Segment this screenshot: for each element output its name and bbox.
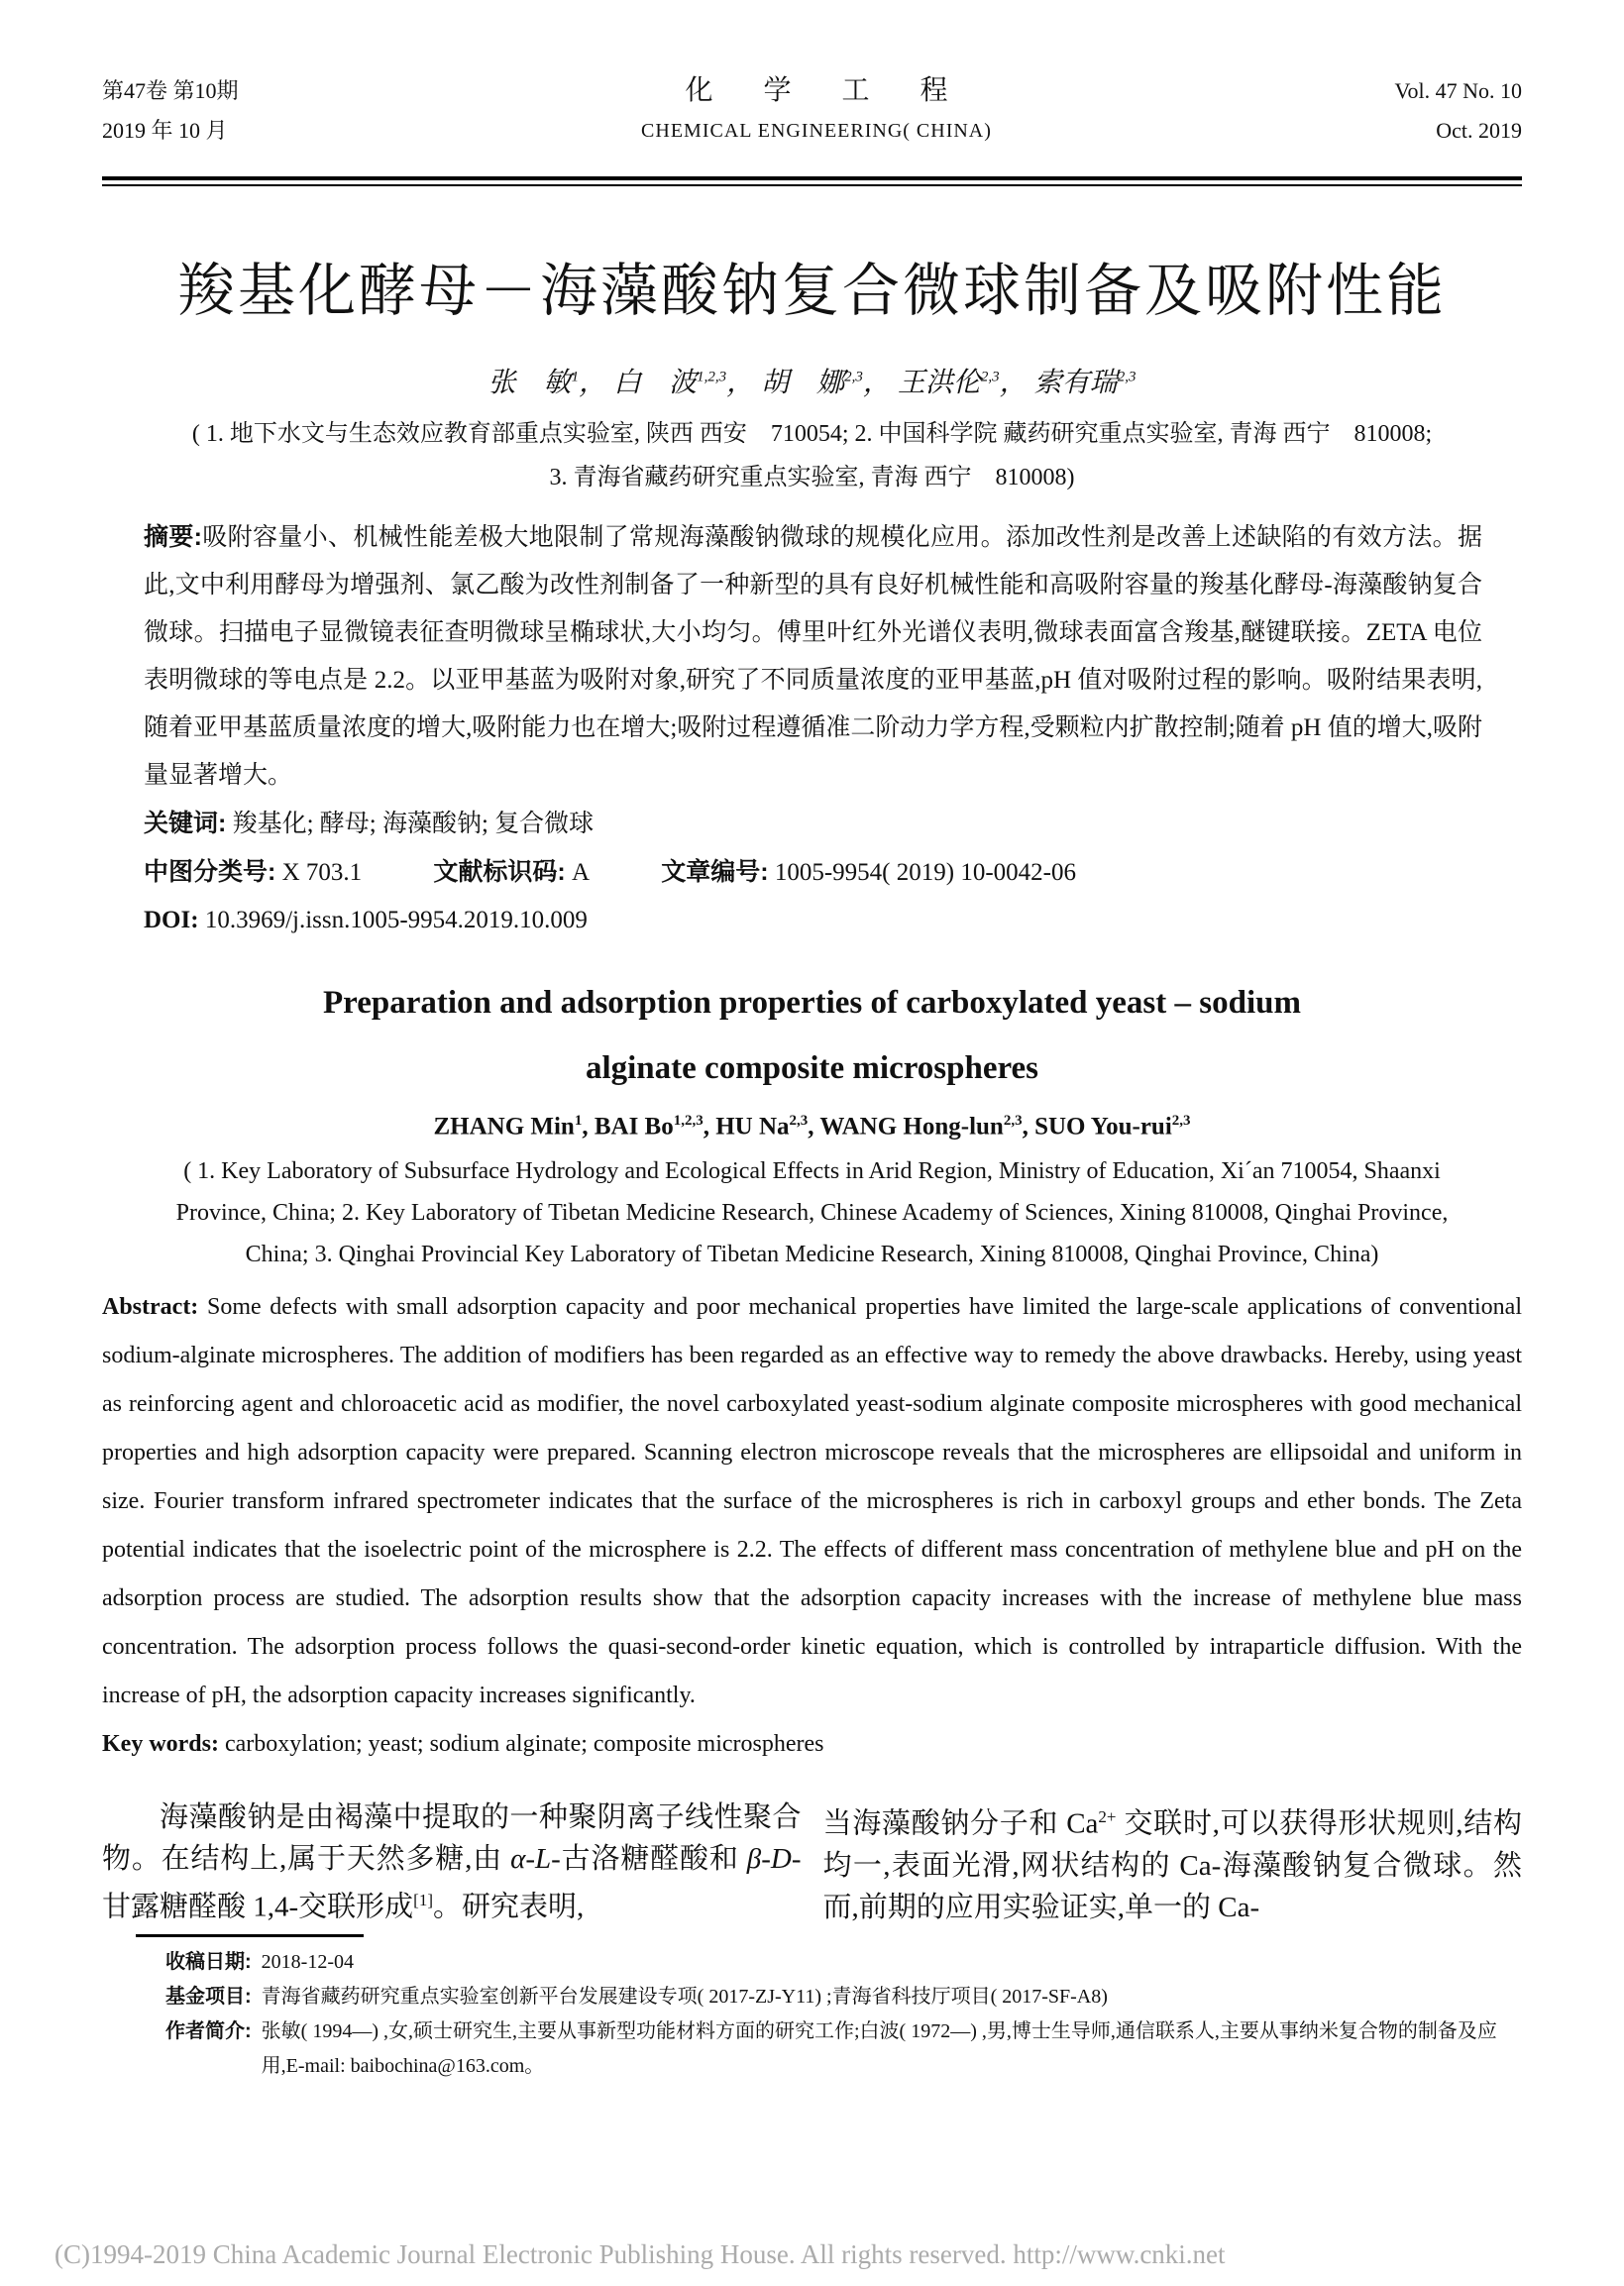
author-affil-sup: 1,2,3 (697, 369, 727, 385)
body-text-italic: α-L- (510, 1843, 561, 1876)
body-text: 甘露糖醛酸 1,4-交联形成 (102, 1891, 414, 1923)
volume-issue-en: Vol. 47 No. 10 (1394, 78, 1522, 103)
clc-label: 中图分类号: (144, 858, 276, 886)
body-text-italic: β-D- (746, 1843, 802, 1876)
author-affil-sup: 2,3 (844, 369, 863, 385)
abstract-text-cn: 吸附容量小、机械性能差极大地限制了常规海藻酸钠微球的规模化应用。添加改性剂是改善上述缺陷的有效方法。据此,文中利用酵母为增强剂、氯乙酸为改性剂制备了一种新型的具有良好机械性能和高吸附容量的羧基化酵母-海藻酸钠复合微球。扫描电子显微镜表征查明微球呈椭球状,大小均匀。傅里叶红外光谱仪表明,微球表面富含羧基,醚键联接。ZETA 电位表明微球的等电点是 2.2。以亚甲基蓝为吸附对象,研究了不同质量浓度的亚甲基蓝,pH 值对吸附过程的影响。吸附结果表明,随着亚甲基蓝质量浓度的增大,吸附能力也在增大;吸附过程遵循准二阶动力学方程,受颗粒内扩散控制;随着 pH 值的增大,吸附量显著增大。 (144, 524, 1482, 789)
body-paragraph (823, 1796, 1523, 1928)
authors-cn (102, 361, 1522, 400)
author-cn: 张 敏 (487, 368, 572, 398)
abstract-label-en: Abstract: (102, 1294, 199, 1321)
classification-line (144, 848, 1482, 897)
date-cn: 2019 年 10 月 (102, 118, 228, 143)
author-separator: , (582, 1113, 595, 1141)
doc-code-label: 文献标识码: (433, 858, 566, 886)
body-text: 当海藻酸钠分子和 Ca (822, 1807, 1099, 1840)
keywords-text-cn: 羧基化; 酵母; 海藻酸钠; 复合微球 (232, 811, 595, 837)
article-title-cn: 羧基化酵母－海藻酸钠复合微球制备及吸附性能 (176, 259, 1447, 323)
author-separator: ， (579, 368, 614, 398)
keywords-cn (144, 800, 1482, 848)
author-affil-sup: 2,3 (1117, 369, 1137, 385)
abstract-text-en: Some defects with small adsorption capacity and poor mechanical properties have limited the large-scale applications of conventional sodium-alginate microspheres. The addition of modifiers has been regarded as an effective way to remedy the above drawbacks. Hereby, using yeast as reinforcing agent and chloroacetic acid as modifier, the novel carboxylated yeast-sodium alginate composite microspheres with good mechanical properties and high adsorption capacity were prepared. Scanning electron microscope reveals that the microspheres are ellipsoidal and uniform in size. Fourier transform infrared spectrometer indicates that the surface of the microspheres is rich in carboxyl groups and ether bonds. The Zeta potential indicates that the isoelectric point of the microsphere is 2.2. The effects of different mass concentration of methylene blue and pH on the adsorption process are studied. The adsorption results show that the adsorption capacity increases with the increase of methylene blue mass concentration. The adsorption process follows the quasi-second-order kinetic equation, which is controlled by intraparticle diffusion. With the increase of pH, the adsorption capacity increases significantly. (102, 1294, 1523, 1709)
author-separator: ， (999, 368, 1034, 398)
author-separator: ， (862, 368, 898, 398)
doc-code-value: A (571, 859, 591, 886)
author-cn: 白 波 (613, 368, 698, 398)
footnote-value: 青海省藏药研究重点实验室创新平台发展建设专项( 2017-ZJ-Y11) ;青海省科技厅项目( 2017-SF-A8) (261, 1985, 1108, 2008)
author-cn: 王洪伦 (897, 368, 981, 398)
author-affil-sup: 2,3 (1003, 1113, 1023, 1129)
author-affil-sup: 1 (574, 1113, 583, 1129)
abstract-en (102, 1283, 1522, 1720)
footnote-label: 基金项目: (165, 1985, 252, 2008)
article-id-value: 1005-9954( 2019) 10-0042-06 (774, 859, 1076, 886)
body-column-left (102, 1796, 802, 1928)
header-left (102, 71, 239, 151)
ion-charge-sup: 2+ (1098, 1807, 1117, 1827)
author-affil-sup: 2,3 (980, 369, 1000, 385)
author-cn: 胡 娜 (761, 368, 845, 398)
header-center (641, 71, 992, 151)
abstract-block-cn (144, 513, 1482, 944)
body-text: 古洛糖醛酸和 (560, 1843, 747, 1876)
body-text: 。研究表明, (433, 1891, 585, 1923)
author-separator: , (808, 1113, 820, 1141)
keywords-en (102, 1720, 1522, 1769)
body-paragraph (102, 1796, 802, 1928)
affiliations-cn (102, 412, 1522, 499)
keywords-label-en: Key words: (102, 1731, 219, 1758)
author-en: SUO You-rui (1034, 1113, 1172, 1141)
footnote-author-bio (165, 2014, 1512, 2084)
body-text: 交联时,可以获得形状规则,结构均一,表面光滑,网状结构的 Ca-海藻酸钠复合微球。然而,前期的应用实验证实,单一的 Ca- (822, 1807, 1522, 1923)
footnote-label: 收稿日期: (165, 1950, 252, 1973)
journal-name-en: CHEMICAL ENGINEERING( CHINA) (641, 120, 992, 142)
author-en: ZHANG Min (433, 1113, 575, 1141)
body-column-right (823, 1796, 1523, 1928)
body-columns (102, 1796, 1522, 1928)
author-separator: , (703, 1113, 716, 1141)
author-affil-sup: 2,3 (1171, 1113, 1191, 1129)
header-double-rule (102, 176, 1522, 186)
footnote-value: 2018-12-04 (261, 1950, 354, 1973)
title-en-line1: Preparation and adsorption properties of carboxylated yeast – sodium (323, 985, 1301, 1021)
author-en: WANG Hong-lun (819, 1113, 1004, 1141)
affiliation-line: 3. 青海省藏药研究重点实验室, 青海 西宁 810008) (549, 465, 1075, 490)
article-title-en (102, 970, 1522, 1101)
title-en-line2: alginate composite microspheres (585, 1050, 1039, 1086)
footnote-fund-project (165, 1980, 1512, 2014)
author-affil-sup: 1 (571, 369, 580, 385)
clc-value: X 703.1 (281, 859, 363, 886)
doi-label: DOI: (144, 907, 199, 933)
journal-header (102, 71, 1522, 151)
author-en: BAI Bo (594, 1113, 674, 1141)
author-affil-sup: 1,2,3 (673, 1113, 704, 1129)
authors-en (102, 1113, 1522, 1141)
doi-value: 10.3969/j.issn.1005-9954.2019.10.009 (204, 907, 588, 933)
keywords-label-cn: 关键词: (144, 810, 227, 837)
affiliations-en: ( 1. Key Laboratory of Subsurface Hydrology and Ecological Effects in Arid Region, Ministry of Education, Xi´an 710054, Shaanxi Province, China; 2. Key Laboratory of Tibetan Medicine Research, Chinese Academy of Sciences, Xining 810008, Qinghai Province, China; 3. Qinghai Provincial Key Laboratory of Tibetan Medicine Research, Xining 810008, Qinghai Province, China) (175, 1158, 1449, 1268)
footnotes (165, 1945, 1512, 2084)
copyright-watermark: (C)1994-2019 China Academic Journal Electronic Publishing House. All rights reserved. http://www.cnki.net (54, 2239, 1226, 2269)
body-text: 海藻酸钠是由褐藻中提取的一种聚阴离子线性聚合物。在结构上,属于天然多糖,由 (102, 1801, 802, 1876)
abstract-cn (144, 513, 1482, 800)
author-separator: ， (726, 368, 762, 398)
author-cn: 索有瑞 (1033, 368, 1118, 398)
journal-name-cn: 化 学 工 程 (685, 75, 970, 106)
author-affil-sup: 2,3 (789, 1113, 809, 1129)
article-id-label: 文章编号: (661, 858, 769, 886)
volume-issue-cn: 第47卷 第10期 (102, 78, 239, 103)
author-separator: , (1022, 1113, 1035, 1141)
footnote-received-date (165, 1945, 1512, 1980)
author-en: HU Na (715, 1113, 790, 1141)
date-en: Oct. 2019 (1436, 118, 1522, 143)
header-right (1394, 71, 1522, 151)
footnote-label: 作者简介: (165, 2019, 252, 2042)
footnote-value: 张敏( 1994—) ,女,硕士研究生,主要从事新型功能材料方面的研究工作;白波( 1972—) ,男,博士生导师,通信联系人,主要从事纳米复合物的制备及应用,E-mail: baibochina@163.com。 (261, 2019, 1497, 2077)
keywords-text-en: carboxylation; yeast; sodium alginate; composite microspheres (224, 1731, 824, 1758)
reference-sup: [1] (413, 1891, 433, 1910)
abstract-label-cn: 摘要: (144, 523, 202, 551)
doi-line (144, 897, 1482, 944)
footnote-separator-rule (136, 1934, 364, 1937)
affiliation-line: ( 1. 地下水文与生态效应教育部重点实验室, 陕西 西安 710054; 2. 中国科学院 藏药研究重点实验室, 青海 西宁 810008; (191, 421, 1433, 447)
